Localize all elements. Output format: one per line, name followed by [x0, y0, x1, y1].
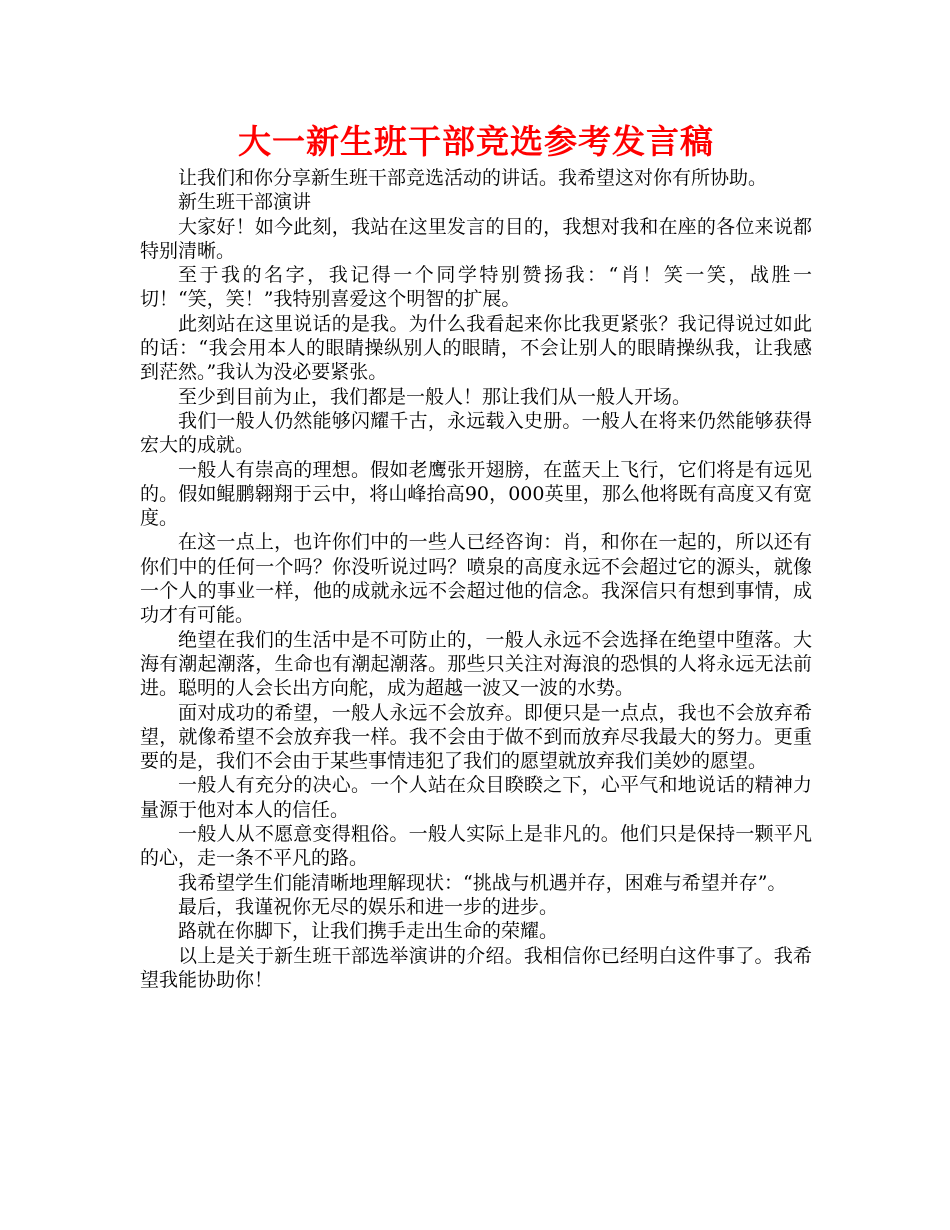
paragraph: 一般人有崇高的理想。假如老鹰张开翅膀，在蓝天上飞行，它们将是有远见的。假如鲲鹏翱翔于云中，将山峰抬高90，000英里，那么他将既有高度又有宽度。: [140, 458, 812, 530]
document-page: [140, 118, 812, 992]
paragraph: 此刻站在这里说话的是我。为什么我看起来你比我更紧张？我记得说过如此的话：“我会用本人的眼睛操纵别人的眼睛，不会让别人的眼睛操纵我，让我感到茫然。”我认为没必要紧张。: [140, 312, 812, 384]
document-title: 大一新生班干部竞选参考发言稿: [238, 122, 714, 161]
document-body: [140, 166, 812, 992]
paragraph: 新生班干部演讲: [178, 191, 312, 214]
paragraph: 在这一点上，也许你们中的一些人已经咨询：肖，和你在一起的，所以还有你们中的任何一个吗？你没听说过吗？喷泉的高度永远不会超过它的源头，就像一个人的事业一样，他的成就永远不会超过他的信念。我深信只有想到事情，成功才有可能。: [140, 531, 812, 627]
paragraph: 绝望在我们的生活中是不可防止的，一般人永远不会选择在绝望中堕落。大海有潮起潮落，生命也有潮起潮落。那些只关注对海浪的恐惧的人将永远无法前进。聪明的人会长出方向舵，成为超越一波又一波的水势。: [140, 628, 812, 700]
paragraph: 最后，我谨祝你无尽的娱乐和进一步的进步。: [178, 895, 559, 918]
paragraph: 一般人有充分的决心。一个人站在众目睽睽之下，心平气和地说话的精神力量源于他对本人的信任。: [140, 774, 812, 821]
paragraph: 以上是关于新生班干部选举演讲的介绍。我相信你已经明白这件事了。我希望我能协助你！: [140, 944, 812, 991]
paragraph: 我希望学生们能清晰地理解现状：“挑战与机遇并存，困难与希望并存”。: [178, 871, 787, 894]
paragraph: 面对成功的希望，一般人永远不会放弃。即便只是一点点，我也不会放弃希望，就像希望不会放弃我一样。我不会由于做不到而放弃尽我最大的努力。更重要的是，我们不会由于某些事情违犯了我们的愿望就放弃我们美妙的愿望。: [140, 701, 812, 773]
paragraph: 一般人从不愿意变得粗俗。一般人实际上是非凡的。他们只是保持一颗平凡的心，走一条不平凡的路。: [140, 823, 812, 870]
paragraph: 大家好！如今此刻，我站在这里发言的目的，我想对我和在座的各位来说都特别清晰。: [140, 215, 812, 262]
paragraph: 路就在你脚下，让我们携手走出生命的荣耀。: [178, 920, 559, 943]
paragraph: 至少到目前为止，我们都是一般人！那让我们从一般人开场。: [178, 385, 692, 408]
paragraph: 让我们和你分享新生班干部竞选活动的讲话。我希望这对你有所协助。: [178, 167, 768, 189]
paragraph: 我们一般人仍然能够闪耀千古，永远载入史册。一般人在将来仍然能够获得宏大的成就。: [140, 409, 812, 457]
paragraph: 至于我的名字，我记得一个同学特别赞扬我：“肖！笑一笑，战胜一切！“笑，笑！”我特别喜爱这个明智的扩展。: [140, 264, 812, 311]
